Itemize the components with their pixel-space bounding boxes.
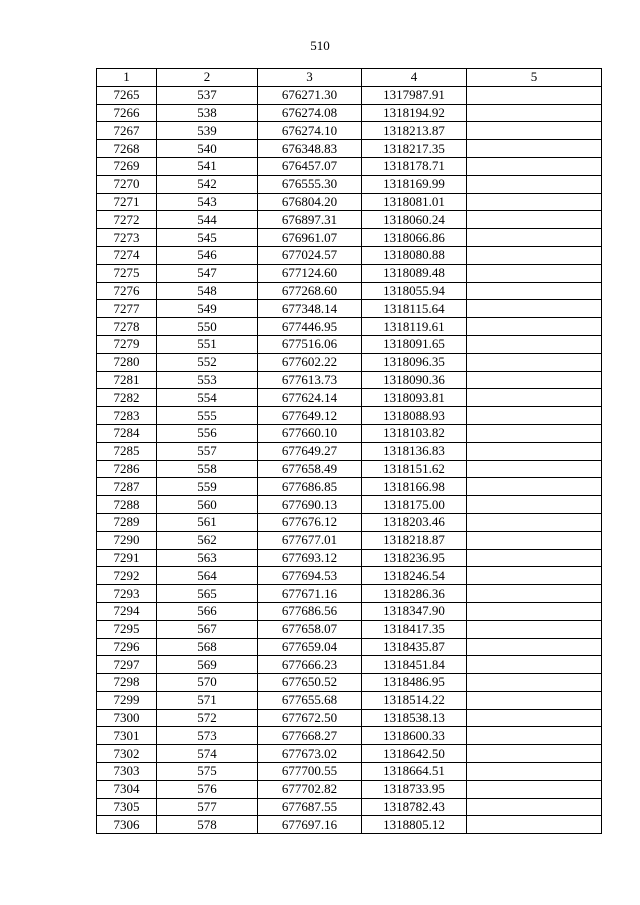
table-cell: 677686.56 bbox=[258, 602, 362, 620]
table-cell bbox=[467, 424, 602, 442]
table-cell: 1318642.50 bbox=[362, 745, 467, 763]
table-cell: 563 bbox=[157, 549, 258, 567]
table-cell: 7294 bbox=[97, 602, 157, 620]
table-cell: 576 bbox=[157, 780, 258, 798]
table-cell bbox=[467, 691, 602, 709]
table-cell: 1318218.87 bbox=[362, 531, 467, 549]
table-cell: 1318486.95 bbox=[362, 674, 467, 692]
table-cell: 1318055.94 bbox=[362, 282, 467, 300]
table-row bbox=[97, 122, 602, 140]
table-cell: 7276 bbox=[97, 282, 157, 300]
table-cell: 7285 bbox=[97, 442, 157, 460]
table-row bbox=[97, 211, 602, 229]
table-cell: 677659.04 bbox=[258, 638, 362, 656]
table-cell: 676555.30 bbox=[258, 175, 362, 193]
table-cell: 7293 bbox=[97, 585, 157, 603]
table-cell: 1318166.98 bbox=[362, 478, 467, 496]
table-cell: 7284 bbox=[97, 424, 157, 442]
table-cell: 676274.08 bbox=[258, 104, 362, 122]
table-row bbox=[97, 745, 602, 763]
table-cell: 550 bbox=[157, 318, 258, 336]
table-cell: 676961.07 bbox=[258, 229, 362, 247]
table-cell bbox=[467, 157, 602, 175]
table-cell: 1318203.46 bbox=[362, 513, 467, 531]
table-cell: 1318091.65 bbox=[362, 335, 467, 353]
table-cell: 1318089.48 bbox=[362, 264, 467, 282]
table-row bbox=[97, 585, 602, 603]
table-row bbox=[97, 246, 602, 264]
table-row bbox=[97, 104, 602, 122]
table-row bbox=[97, 140, 602, 158]
table-cell: 1317987.91 bbox=[362, 86, 467, 104]
table-cell: 7281 bbox=[97, 371, 157, 389]
table-row bbox=[97, 656, 602, 674]
table-cell bbox=[467, 638, 602, 656]
table-cell: 565 bbox=[157, 585, 258, 603]
table-cell bbox=[467, 389, 602, 407]
table-cell: 1318093.81 bbox=[362, 389, 467, 407]
table-cell: 545 bbox=[157, 229, 258, 247]
table-cell: 7305 bbox=[97, 798, 157, 816]
table-cell: 548 bbox=[157, 282, 258, 300]
table-cell: 677655.68 bbox=[258, 691, 362, 709]
table-row bbox=[97, 638, 602, 656]
table-cell bbox=[467, 300, 602, 318]
table-cell: 7283 bbox=[97, 407, 157, 425]
table-cell: 1318090.36 bbox=[362, 371, 467, 389]
table-cell: 1318178.71 bbox=[362, 157, 467, 175]
table-cell: 578 bbox=[157, 816, 258, 834]
table-cell: 572 bbox=[157, 709, 258, 727]
table-row bbox=[97, 335, 602, 353]
table-cell: 7278 bbox=[97, 318, 157, 336]
table-cell bbox=[467, 353, 602, 371]
table-cell: 677686.85 bbox=[258, 478, 362, 496]
table-cell: 7275 bbox=[97, 264, 157, 282]
table-row bbox=[97, 282, 602, 300]
table-row bbox=[97, 264, 602, 282]
table-row bbox=[97, 193, 602, 211]
table-cell: 1318782.43 bbox=[362, 798, 467, 816]
table-cell: 677649.12 bbox=[258, 407, 362, 425]
table-cell: 677650.52 bbox=[258, 674, 362, 692]
table-row bbox=[97, 300, 602, 318]
table-cell: 7273 bbox=[97, 229, 157, 247]
table-cell: 677613.73 bbox=[258, 371, 362, 389]
table-cell: 677697.16 bbox=[258, 816, 362, 834]
table-row bbox=[97, 424, 602, 442]
table-cell: 1318060.24 bbox=[362, 211, 467, 229]
table-cell: 540 bbox=[157, 140, 258, 158]
column-header: 4 bbox=[362, 69, 467, 87]
table-cell: 1318096.35 bbox=[362, 353, 467, 371]
table-cell: 7306 bbox=[97, 816, 157, 834]
table-cell: 556 bbox=[157, 424, 258, 442]
table-cell: 553 bbox=[157, 371, 258, 389]
table-cell: 7291 bbox=[97, 549, 157, 567]
table-cell: 560 bbox=[157, 496, 258, 514]
table-cell: 1318451.84 bbox=[362, 656, 467, 674]
table-cell: 7287 bbox=[97, 478, 157, 496]
table-cell bbox=[467, 798, 602, 816]
table-cell: 677673.02 bbox=[258, 745, 362, 763]
table-cell bbox=[467, 193, 602, 211]
table-row bbox=[97, 353, 602, 371]
table-cell: 543 bbox=[157, 193, 258, 211]
table-cell: 1318236.95 bbox=[362, 549, 467, 567]
table-row bbox=[97, 531, 602, 549]
table-cell bbox=[467, 246, 602, 264]
table-cell: 7304 bbox=[97, 780, 157, 798]
table-cell: 677602.22 bbox=[258, 353, 362, 371]
table-cell: 7270 bbox=[97, 175, 157, 193]
table-cell: 7300 bbox=[97, 709, 157, 727]
table-cell bbox=[467, 407, 602, 425]
table-cell: 7296 bbox=[97, 638, 157, 656]
table-cell: 574 bbox=[157, 745, 258, 763]
table-cell: 1318217.35 bbox=[362, 140, 467, 158]
table-cell: 1318151.62 bbox=[362, 460, 467, 478]
table-cell: 677668.27 bbox=[258, 727, 362, 745]
table-row bbox=[97, 478, 602, 496]
table-cell bbox=[467, 175, 602, 193]
table-cell: 7269 bbox=[97, 157, 157, 175]
table-cell: 677649.27 bbox=[258, 442, 362, 460]
table-cell bbox=[467, 264, 602, 282]
table-cell bbox=[467, 335, 602, 353]
table-cell: 1318733.95 bbox=[362, 780, 467, 798]
table-cell: 7271 bbox=[97, 193, 157, 211]
table-cell: 1318417.35 bbox=[362, 620, 467, 638]
table-cell: 7282 bbox=[97, 389, 157, 407]
table-cell: 677348.14 bbox=[258, 300, 362, 318]
table-cell: 1318103.82 bbox=[362, 424, 467, 442]
table-cell bbox=[467, 727, 602, 745]
table-cell bbox=[467, 371, 602, 389]
table-cell: 1318080.88 bbox=[362, 246, 467, 264]
column-header: 1 bbox=[97, 69, 157, 87]
table-cell: 677516.06 bbox=[258, 335, 362, 353]
table-cell: 1318119.61 bbox=[362, 318, 467, 336]
table-cell bbox=[467, 816, 602, 834]
table-cell: 677672.50 bbox=[258, 709, 362, 727]
table-cell: 7286 bbox=[97, 460, 157, 478]
table-cell: 542 bbox=[157, 175, 258, 193]
table-cell: 677658.07 bbox=[258, 620, 362, 638]
table-cell bbox=[467, 674, 602, 692]
table-header-row bbox=[97, 69, 602, 87]
table-cell: 564 bbox=[157, 567, 258, 585]
table-row bbox=[97, 602, 602, 620]
table-cell: 537 bbox=[157, 86, 258, 104]
table-row bbox=[97, 798, 602, 816]
table-cell: 1318081.01 bbox=[362, 193, 467, 211]
table-cell: 1318088.93 bbox=[362, 407, 467, 425]
table-row bbox=[97, 620, 602, 638]
table-cell: 7280 bbox=[97, 353, 157, 371]
table-cell: 577 bbox=[157, 798, 258, 816]
table-cell: 7298 bbox=[97, 674, 157, 692]
table-cell: 7297 bbox=[97, 656, 157, 674]
table-cell: 677694.53 bbox=[258, 567, 362, 585]
table-cell bbox=[467, 318, 602, 336]
table-cell: 7292 bbox=[97, 567, 157, 585]
table-cell: 1318538.13 bbox=[362, 709, 467, 727]
table-cell: 677687.55 bbox=[258, 798, 362, 816]
table-cell: 1318805.12 bbox=[362, 816, 467, 834]
table-cell: 1318136.83 bbox=[362, 442, 467, 460]
table-cell: 1318286.36 bbox=[362, 585, 467, 603]
table-cell bbox=[467, 442, 602, 460]
table-cell: 555 bbox=[157, 407, 258, 425]
table-row bbox=[97, 816, 602, 834]
table-cell: 573 bbox=[157, 727, 258, 745]
table-cell: 677702.82 bbox=[258, 780, 362, 798]
table-cell: 7288 bbox=[97, 496, 157, 514]
table-cell bbox=[467, 513, 602, 531]
table-cell: 546 bbox=[157, 246, 258, 264]
table-cell bbox=[467, 620, 602, 638]
table-cell: 561 bbox=[157, 513, 258, 531]
table-cell: 7290 bbox=[97, 531, 157, 549]
table-cell: 567 bbox=[157, 620, 258, 638]
table-row bbox=[97, 496, 602, 514]
table-cell: 677124.60 bbox=[258, 264, 362, 282]
table-cell: 554 bbox=[157, 389, 258, 407]
table-row bbox=[97, 86, 602, 104]
table-cell: 557 bbox=[157, 442, 258, 460]
table-cell bbox=[467, 585, 602, 603]
table-body bbox=[97, 86, 602, 833]
table-cell bbox=[467, 745, 602, 763]
table-cell: 1318169.99 bbox=[362, 175, 467, 193]
table-cell bbox=[467, 531, 602, 549]
table-row bbox=[97, 407, 602, 425]
table-cell: 1318347.90 bbox=[362, 602, 467, 620]
table-cell bbox=[467, 104, 602, 122]
table-cell: 7303 bbox=[97, 763, 157, 781]
table-cell: 677700.55 bbox=[258, 763, 362, 781]
table-cell: 1318175.00 bbox=[362, 496, 467, 514]
table-row bbox=[97, 727, 602, 745]
table-cell: 7272 bbox=[97, 211, 157, 229]
table-cell bbox=[467, 229, 602, 247]
table-cell bbox=[467, 763, 602, 781]
table-row bbox=[97, 229, 602, 247]
table-cell: 7268 bbox=[97, 140, 157, 158]
table-cell bbox=[467, 549, 602, 567]
table-cell: 7301 bbox=[97, 727, 157, 745]
table-cell bbox=[467, 496, 602, 514]
table-row bbox=[97, 318, 602, 336]
table-row bbox=[97, 709, 602, 727]
table-row bbox=[97, 371, 602, 389]
table-cell: 7295 bbox=[97, 620, 157, 638]
table-cell: 539 bbox=[157, 122, 258, 140]
table-cell bbox=[467, 478, 602, 496]
table-cell bbox=[467, 140, 602, 158]
table-cell: 7265 bbox=[97, 86, 157, 104]
table-cell bbox=[467, 656, 602, 674]
table-row bbox=[97, 513, 602, 531]
table-cell: 677624.14 bbox=[258, 389, 362, 407]
table-cell: 1318066.86 bbox=[362, 229, 467, 247]
table-cell: 568 bbox=[157, 638, 258, 656]
table-cell: 677446.95 bbox=[258, 318, 362, 336]
table-row bbox=[97, 567, 602, 585]
column-header: 2 bbox=[157, 69, 258, 87]
table-cell: 549 bbox=[157, 300, 258, 318]
table-row bbox=[97, 780, 602, 798]
table-cell: 566 bbox=[157, 602, 258, 620]
table-cell: 7299 bbox=[97, 691, 157, 709]
table-cell: 7277 bbox=[97, 300, 157, 318]
table-cell: 1318600.33 bbox=[362, 727, 467, 745]
table-cell: 570 bbox=[157, 674, 258, 692]
table-cell: 676271.30 bbox=[258, 86, 362, 104]
table-cell bbox=[467, 602, 602, 620]
table-row bbox=[97, 763, 602, 781]
table-cell: 547 bbox=[157, 264, 258, 282]
table-cell: 677690.13 bbox=[258, 496, 362, 514]
table-cell: 7302 bbox=[97, 745, 157, 763]
table-cell: 676348.83 bbox=[258, 140, 362, 158]
column-header: 5 bbox=[467, 69, 602, 87]
table-cell: 7289 bbox=[97, 513, 157, 531]
table-cell: 1318194.92 bbox=[362, 104, 467, 122]
table-cell: 676274.10 bbox=[258, 122, 362, 140]
table-cell: 7279 bbox=[97, 335, 157, 353]
table-cell bbox=[467, 780, 602, 798]
table-cell: 558 bbox=[157, 460, 258, 478]
table-cell: 7266 bbox=[97, 104, 157, 122]
table-cell: 1318115.64 bbox=[362, 300, 467, 318]
table-row bbox=[97, 691, 602, 709]
table-cell bbox=[467, 460, 602, 478]
table-cell: 677676.12 bbox=[258, 513, 362, 531]
table-cell: 544 bbox=[157, 211, 258, 229]
table-cell bbox=[467, 709, 602, 727]
page-number: 510 bbox=[310, 38, 330, 53]
table-cell: 569 bbox=[157, 656, 258, 674]
table-cell: 1318213.87 bbox=[362, 122, 467, 140]
column-header: 3 bbox=[258, 69, 362, 87]
table-cell: 551 bbox=[157, 335, 258, 353]
table-cell: 677660.10 bbox=[258, 424, 362, 442]
table-row bbox=[97, 674, 602, 692]
table-cell: 676804.20 bbox=[258, 193, 362, 211]
coordinates-table bbox=[96, 68, 602, 834]
table-cell: 552 bbox=[157, 353, 258, 371]
table-cell bbox=[467, 282, 602, 300]
table-cell: 676457.07 bbox=[258, 157, 362, 175]
table-cell: 7274 bbox=[97, 246, 157, 264]
table-cell: 538 bbox=[157, 104, 258, 122]
table-cell: 559 bbox=[157, 478, 258, 496]
table-cell: 575 bbox=[157, 763, 258, 781]
table-cell: 1318435.87 bbox=[362, 638, 467, 656]
table-row bbox=[97, 460, 602, 478]
table-row bbox=[97, 175, 602, 193]
table-cell bbox=[467, 211, 602, 229]
table-cell: 562 bbox=[157, 531, 258, 549]
table-cell: 677268.60 bbox=[258, 282, 362, 300]
table-cell: 677024.57 bbox=[258, 246, 362, 264]
table-cell: 677666.23 bbox=[258, 656, 362, 674]
table-cell bbox=[467, 86, 602, 104]
table-cell: 541 bbox=[157, 157, 258, 175]
table-cell: 1318514.22 bbox=[362, 691, 467, 709]
table-cell: 677658.49 bbox=[258, 460, 362, 478]
table-cell bbox=[467, 567, 602, 585]
table-cell: 676897.31 bbox=[258, 211, 362, 229]
table-row bbox=[97, 549, 602, 567]
table-row bbox=[97, 389, 602, 407]
table-cell: 677677.01 bbox=[258, 531, 362, 549]
table-row bbox=[97, 442, 602, 460]
table-row bbox=[97, 157, 602, 175]
table-cell: 677671.16 bbox=[258, 585, 362, 603]
table-cell: 677693.12 bbox=[258, 549, 362, 567]
table-cell: 1318246.54 bbox=[362, 567, 467, 585]
table-cell: 1318664.51 bbox=[362, 763, 467, 781]
table-cell bbox=[467, 122, 602, 140]
table-cell: 7267 bbox=[97, 122, 157, 140]
table-cell: 571 bbox=[157, 691, 258, 709]
